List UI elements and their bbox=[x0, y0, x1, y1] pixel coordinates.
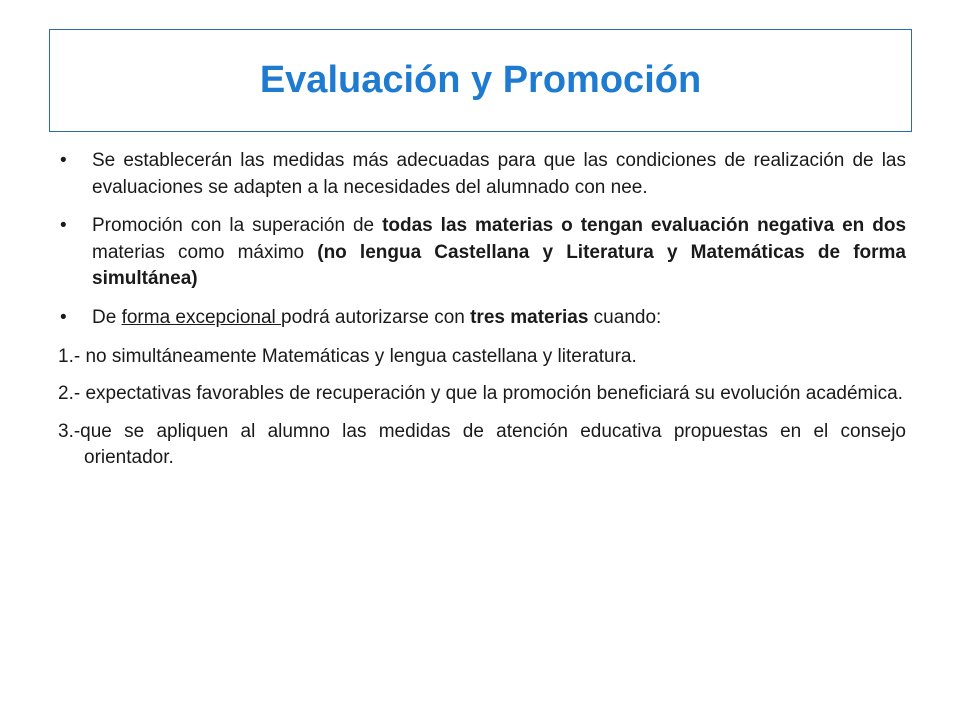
bullet-item bbox=[58, 213, 906, 293]
bullet-item bbox=[58, 305, 906, 332]
title-box bbox=[49, 29, 912, 132]
slide-title: Evaluación y Promoción bbox=[259, 59, 702, 101]
numbered-item-3: 3.-que se apliquen al alumno las medidas de atención educativa propuestas en el consejo orientador. bbox=[58, 420, 906, 469]
numbered-item-2: 2.- expectativas favorables de recuperación y que la promoción beneficiará su evolución académica. bbox=[58, 383, 903, 405]
bullet-item bbox=[58, 148, 906, 201]
bullet-text: Se establecerán las medidas más adecuadas para que las condiciones de realización de las evaluaciones se adapten a la necesidades del alumnado con nee. bbox=[92, 150, 906, 198]
bullet-text bbox=[92, 307, 661, 328]
slide-content bbox=[58, 148, 906, 483]
text-run: materias como máximo bbox=[92, 241, 318, 263]
text-run: cuando: bbox=[588, 306, 662, 328]
bold-text-run: (no lengua Castellana y Literatura y Matemáticas de forma simultánea) bbox=[92, 241, 906, 290]
bullet-icon: • bbox=[60, 306, 67, 328]
text-run: De bbox=[92, 306, 122, 328]
underlined-text-run: forma excepcional bbox=[121, 306, 282, 328]
bullet-icon: • bbox=[60, 150, 67, 171]
bold-text-run: todas las materias o tengan evaluación negativa en dos bbox=[382, 215, 907, 237]
text-run: podrá autorizarse con bbox=[281, 306, 471, 328]
bullet-text bbox=[92, 215, 906, 289]
bold-text-run: tres materias bbox=[470, 306, 589, 328]
text-run: Promoción con la superación de bbox=[92, 215, 383, 237]
numbered-item-1: 1.- no simultáneamente Matemáticas y lengua castellana y literatura. bbox=[58, 345, 637, 367]
bullet-icon: • bbox=[60, 215, 67, 237]
